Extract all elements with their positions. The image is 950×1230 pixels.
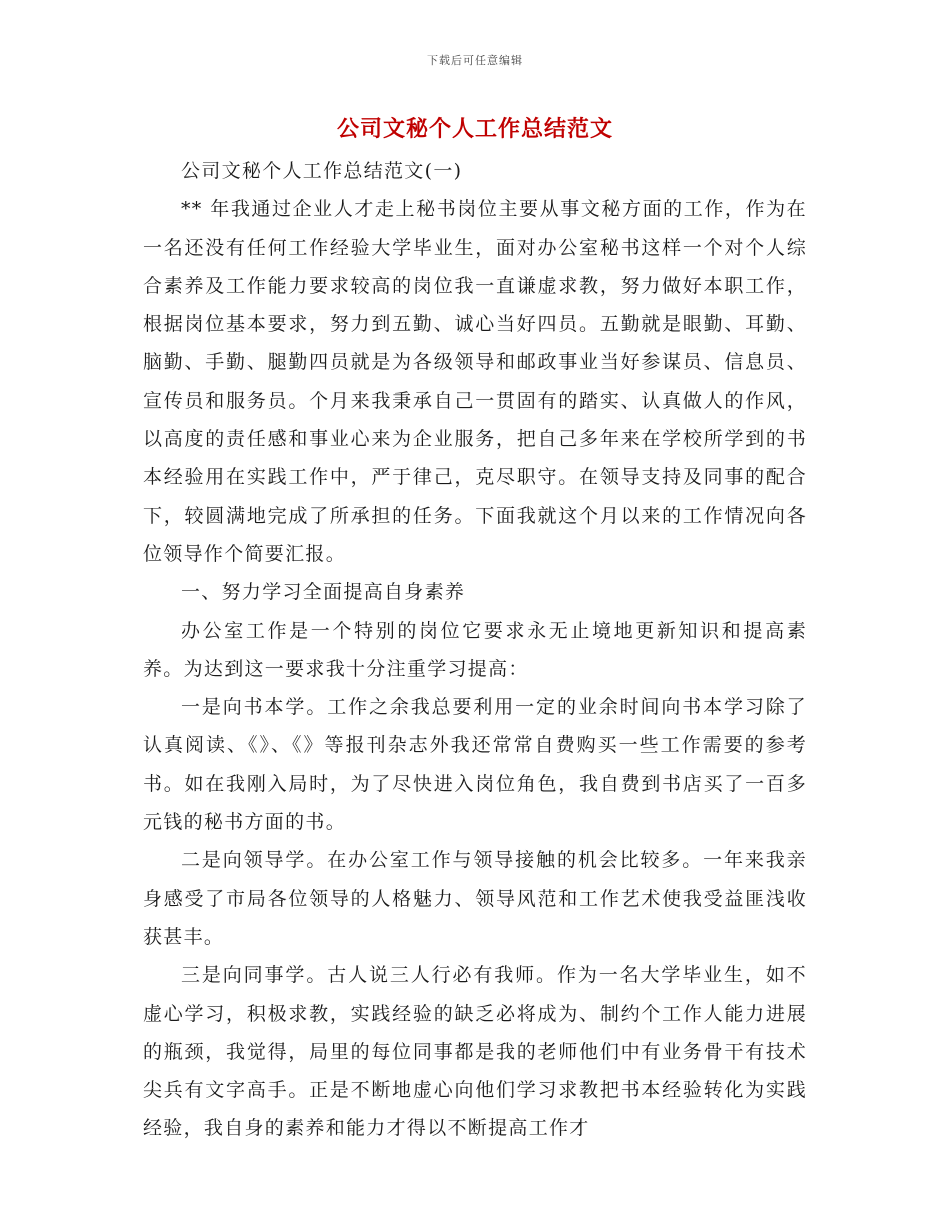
paragraph: 一是向书本学。工作之余我总要利用一定的业余时间向书本学习除了认真阅读、《》、《》等报刊杂志外我还常常自费购买一些工作需要的参考书。如在我刚入局时，为了尽快进入岗位角色，我自费到书店买了一百多元钱的秘书方面的书。 [143, 696, 807, 834]
paragraph: 三是向同事学。古人说三人行必有我师。作为一名大学毕业生，如不虚心学习，积极求教，实践经验的缺乏必将成为、制约个工作人能力进展的瓶颈，我觉得，局里的每位同事都是我的老师他们中有业务骨干有技术尖兵有文字高手。正是不断地虚心向他们学习求教把书本经验转化为实践经验，我自身的素养和能力才得以不断提高工作才 [143, 964, 807, 1140]
paragraph: 二是向领导学。在办公室工作与领导接触的机会比较多。一年来我亲身感受了市局各位领导的人格魅力、领导风范和工作艺术使我受益匪浅收获甚丰。 [143, 849, 807, 948]
paragraph-intro: ** 年我通过企业人才走上秘书岗位主要从事文秘方面的工作，作为在一名还没有任何工作经验大学毕业生，面对办公室秘书这样一个对个人综合素养及工作能力要求较高的岗位我一直谦虚求教，努力做好本职工作，根据岗位基本要求，努力到五勤、诚心当好四员。五勤就是眼勤、耳勤、脑勤、手勤、腿勤四员就是为各级领导和邮政事业当好参谋员、信息员、宣传员和服务员。个月来我秉承自己一贯固有的踏实、认真做人的作风，以高度的责任感和事业心来为企业服务，把自己多年来在学校所学到的书本经验用在实践工作中，严于律己，克尽职守。在领导支持及同事的配合下，较圆满地完成了所承担的任务。下面我就这个月以来的工作情况向各位领导作个简要汇报。 [143, 198, 807, 565]
document-body [143, 152, 807, 1148]
document-title: 公司文秘个人工作总结范文 [336, 116, 613, 142]
paragraph-subtitle: 公司文秘个人工作总结范文(一) [181, 160, 463, 182]
header-note: 下载后可任意编辑 [427, 54, 523, 67]
section-heading-1: 一、努力学习全面提高自身素养 [181, 581, 466, 604]
paragraph: 办公室工作是一个特别的岗位它要求永无止境地更新知识和提高素养。为达到这一要求我十分注重学习提高： [143, 619, 807, 680]
